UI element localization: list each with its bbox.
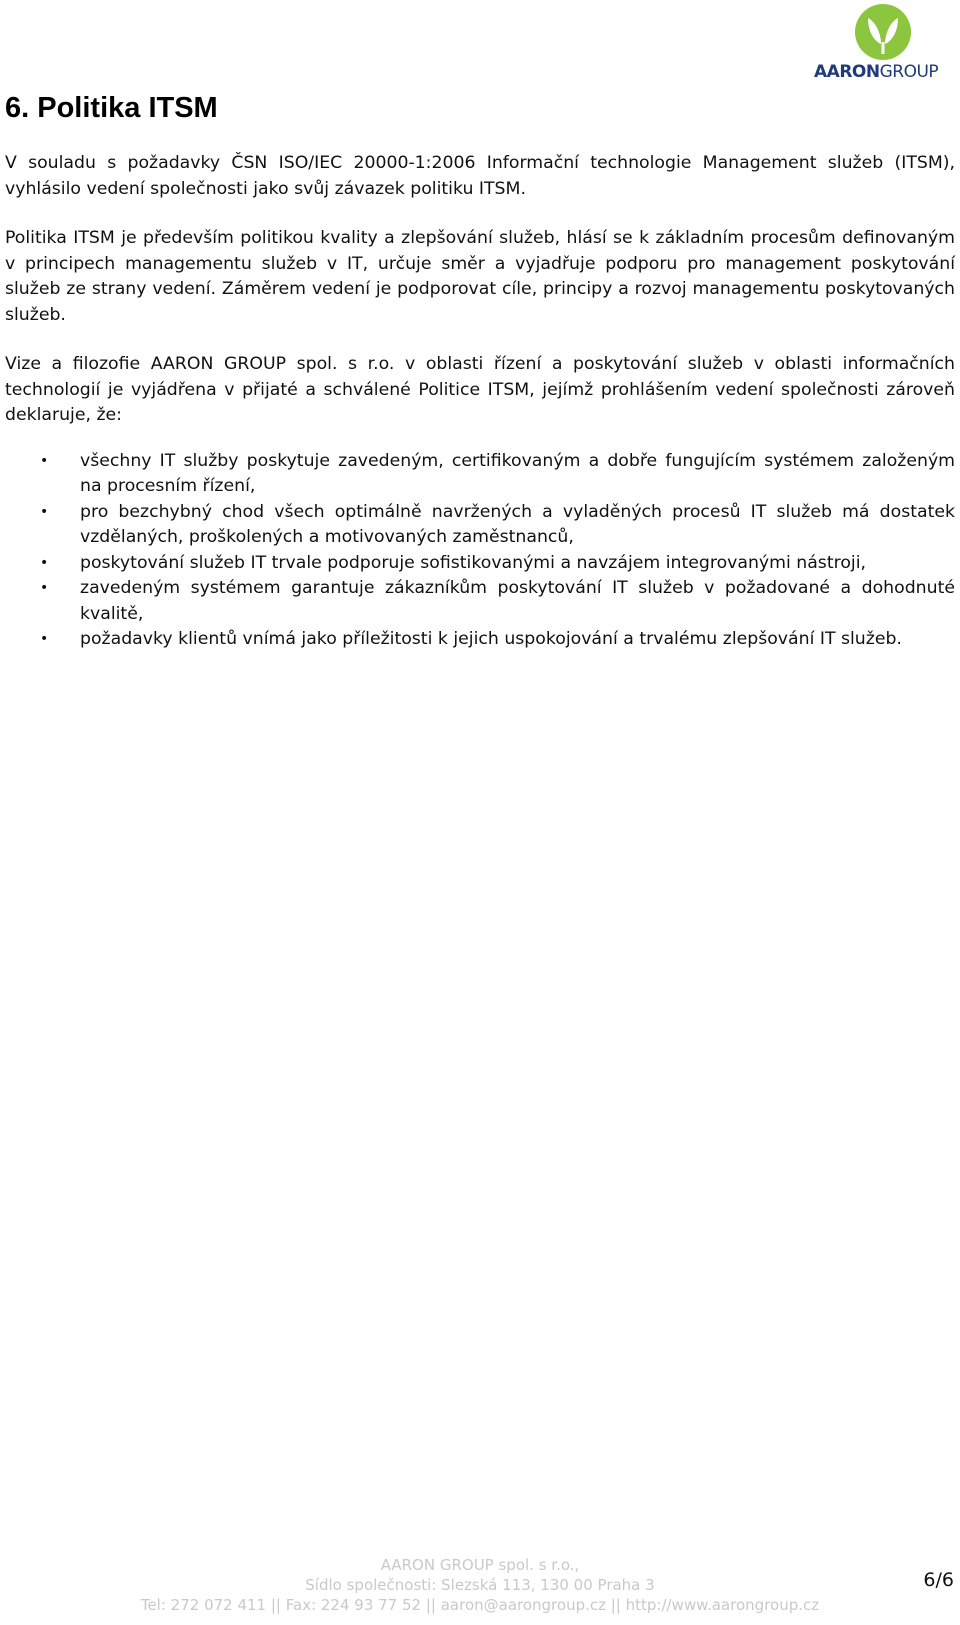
list-item — [5, 500, 955, 551]
bullet-icon: • — [40, 554, 49, 571]
bullet-icon: • — [40, 631, 49, 647]
bullet-icon: • — [40, 580, 49, 596]
section-heading: 6. Politika ITSM — [5, 92, 218, 124]
footer-contacts: Tel: 272 072 411 || Fax: 224 93 77 52 || aaron@aarongroup.cz || http://www.aarongroup.cz — [140, 1596, 820, 1614]
logo-text-aaron: AARON — [814, 62, 880, 82]
bullet-icon: • — [40, 452, 49, 469]
paragraph-policy: Politika ITSM je především politikou kvality a zlepšování služeb, hlásí se k základním procesům definovaným v principech managementu služeb v IT, určuje směr a vyjadřuje podporu pro management poskytování služeb ze strany vedení. Záměrem vedení je podporovat cíle, principy a rozvoj managementu poskytovaných služeb. — [5, 228, 955, 325]
page-number: 6/6 — [923, 1569, 954, 1591]
list-item — [5, 449, 955, 500]
list-item-text: požadavky klientů vnímá jako příležitosti k jejich uspokojování a trvalému zlepšování IT služeb. — [80, 629, 902, 649]
list-item — [5, 576, 955, 627]
footer-address: Sídlo společnosti: Slezská 113, 130 00 Praha 3 — [305, 1576, 655, 1594]
declaration-list — [5, 449, 955, 653]
logo-wordmark — [814, 62, 938, 82]
bullet-icon: • — [40, 503, 49, 520]
list-item-text: pro bezchybný chod všech optimálně navržených a vyladěných procesů IT služeb má dostatek vzdělaných, proškolených a motivovaných zaměstnanců, — [80, 501, 955, 547]
footer-company: AARON GROUP spol. s r.o., — [380, 1556, 580, 1574]
paragraph-intro: V souladu s požadavky ČSN ISO/IEC 20000-1:2006 Informační technologie Management služeb (ITSM), vyhlásilo vedení společnosti jako svůj závazek politiku ITSM. — [5, 153, 955, 199]
list-item-text: všechny IT služby poskytuje zavedeným, certifikovaným a dobře fungujícím systémem založeným na procesním řízení, — [80, 450, 955, 496]
list-item-text: poskytování služeb IT trvale podporuje sofistikovanými a navzájem integrovanými nástroji, — [80, 552, 866, 573]
document-body — [5, 92, 955, 653]
list-item-text: zavedeným systémem garantuje zákazníkům poskytování IT služeb v požadované a dohodnuté kvalitě, — [80, 578, 955, 624]
page-footer — [0, 1555, 960, 1615]
list-item — [5, 551, 955, 577]
paragraph-vision: Vize a filozofie AARON GROUP spol. s r.o. v oblasti řízení a poskytování služeb v oblasti informačních technologií je vyjádřena v přijaté a schválené Politice ITSM, jejímž prohlášením vedení společnosti zároveň deklaruje, že: — [5, 354, 955, 425]
leaf-logo-icon — [852, 2, 914, 62]
company-logo — [806, 2, 956, 82]
logo-text-group: GROUP — [879, 62, 939, 82]
list-item — [5, 627, 955, 653]
